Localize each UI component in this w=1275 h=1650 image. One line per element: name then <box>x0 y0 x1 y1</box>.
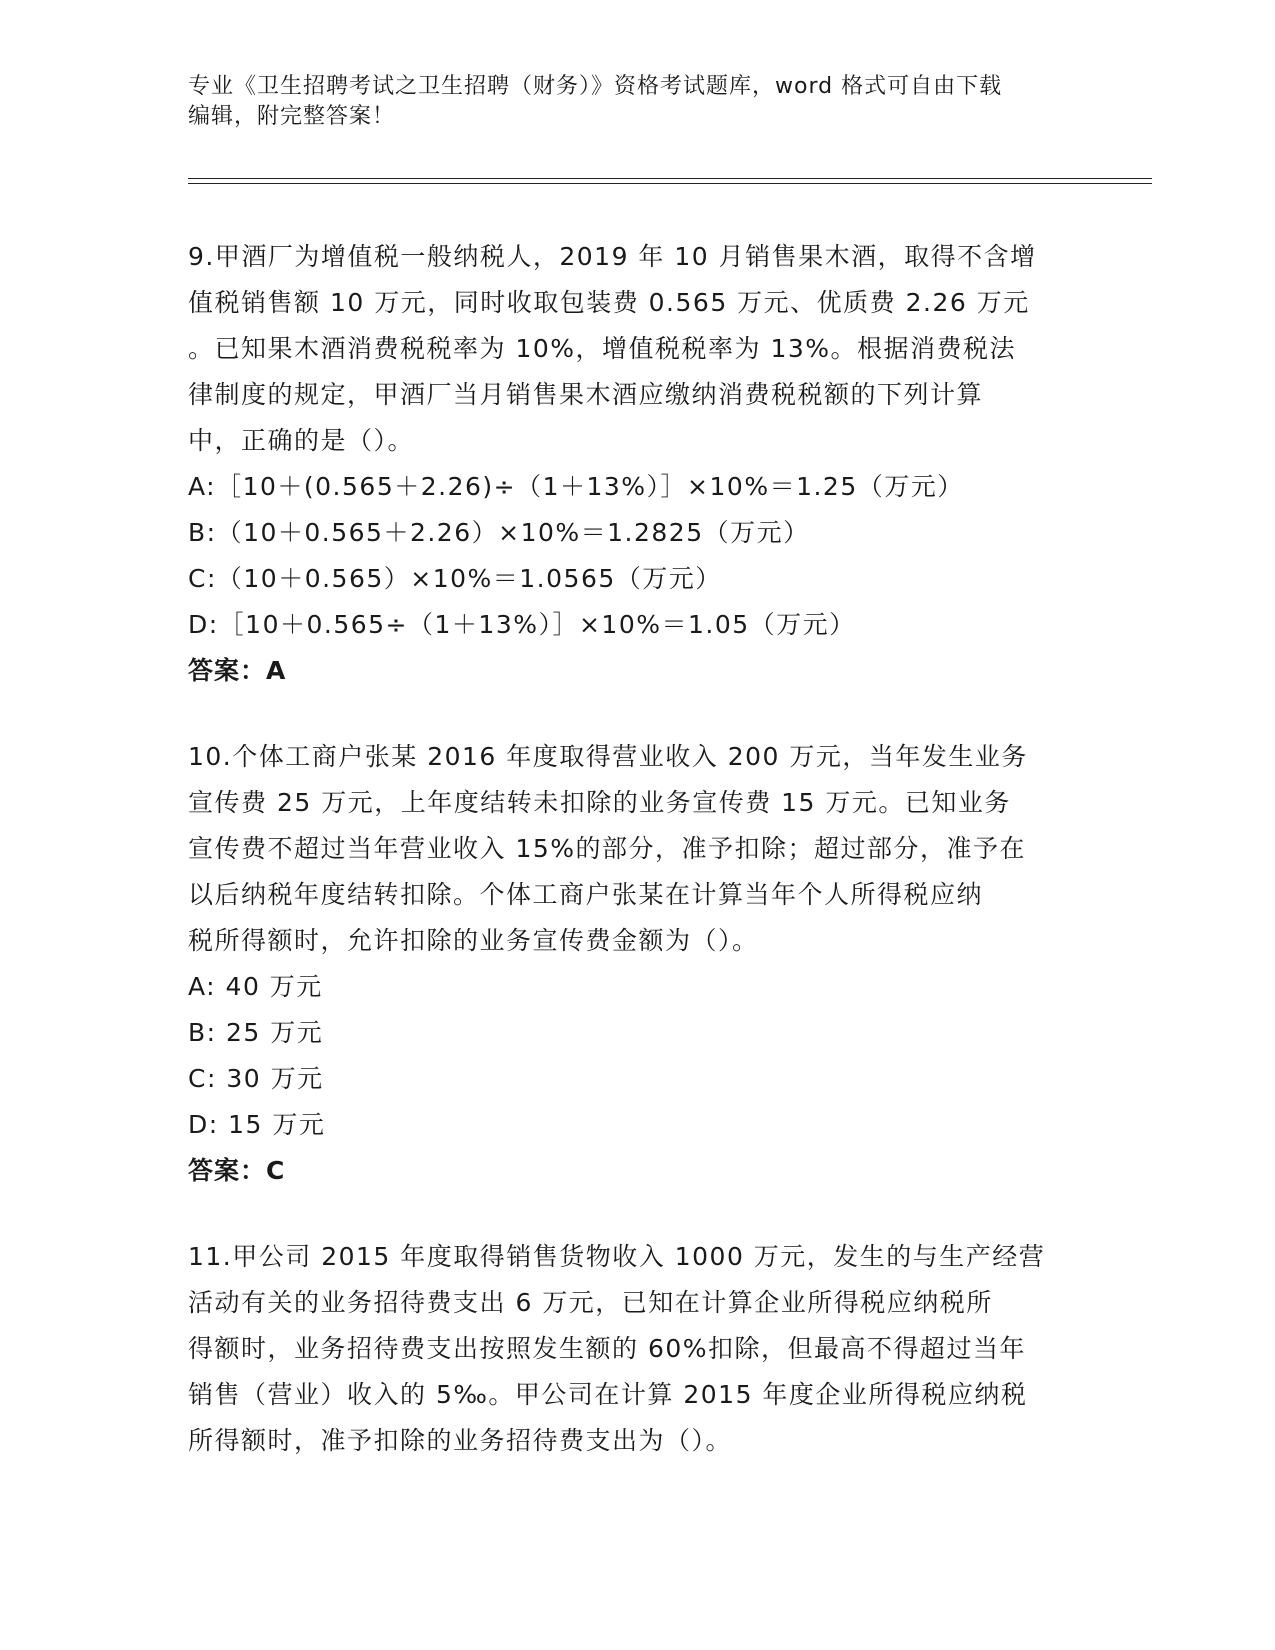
question-line: 值税销售额 10 万元，同时收取包装费 0.565 万元、优质费 2.26 万元 <box>188 288 1030 317</box>
question-line: 税所得额时，允许扣除的业务宣传费金额为（）。 <box>188 926 759 955</box>
option-b: B:（10＋0.565＋2.26）×10%＝1.2825（万元） <box>188 518 810 547</box>
question-line: 9.甲酒厂为增值税一般纳税人，2019 年 10 月销售果木酒，取得不含增 <box>188 242 1037 271</box>
question-line: 中，正确的是（）。 <box>188 426 415 455</box>
question-line: 宣传费不超过当年营业收入 15%的部分，准予扣除；超过部分，准予在 <box>188 834 1027 863</box>
option-b: B: 25 万元 <box>188 1018 324 1047</box>
header-line: 编辑，附完整答案！ <box>188 104 396 129</box>
header-divider <box>188 178 1152 179</box>
question-line: 律制度的规定，甲酒厂当月销售果木酒应缴纳消费税税额的下列计算 <box>188 380 984 409</box>
question-line: 11.甲公司 2015 年度取得销售货物收入 1000 万元，发生的与生产经营 <box>188 1242 1046 1271</box>
option-a: A: 40 万元 <box>188 972 323 1001</box>
question-line: 所得额时，准予扣除的业务招待费支出为（）。 <box>188 1426 733 1455</box>
question-line: 宣传费 25 万元，上年度结转未扣除的业务宣传费 15 万元。已知业务 <box>188 788 1011 817</box>
question-10 <box>188 734 1088 1194</box>
header-line: 专业《卫生招聘考试之卫生招聘（财务）》资格考试题库，word 格式可自由下载 <box>188 74 1003 99</box>
question-line: 。已知果木酒消费税税率为 10%，增值税税率为 13%。根据消费税法 <box>188 334 1017 363</box>
option-d: D: 15 万元 <box>188 1110 326 1139</box>
question-line: 销售（营业）收入的 5‰。甲公司在计算 2015 年度企业所得税应纳税 <box>188 1380 1028 1409</box>
option-d: D:［10＋0.565÷（1＋13%）］×10%＝1.05（万元） <box>188 610 856 639</box>
question-line: 以后纳税年度结转扣除。个体工商户张某在计算当年个人所得税应纳 <box>188 880 984 909</box>
question-9 <box>188 234 1088 694</box>
option-a: A:［10＋(0.565＋2.26)÷（1＋13%）］×10%＝1.25（万元） <box>188 472 964 501</box>
header-divider <box>188 183 1152 184</box>
answer: 答案：C <box>188 1156 286 1185</box>
question-line: 活动有关的业务招待费支出 6 万元，已知在计算企业所得税应纳税所 <box>188 1288 993 1317</box>
answer: 答案：A <box>188 656 287 685</box>
question-11 <box>188 1234 1088 1464</box>
question-line: 得额时，业务招待费支出按照发生额的 60%扣除，但最高不得超过当年 <box>188 1334 1027 1363</box>
option-c: C: 30 万元 <box>188 1064 324 1093</box>
option-c: C:（10＋0.565）×10%＝1.0565（万元） <box>188 564 722 593</box>
document-header <box>188 72 1068 132</box>
question-line: 10.个体工商户张某 2016 年度取得营业收入 200 万元，当年发生业务 <box>188 742 1028 771</box>
